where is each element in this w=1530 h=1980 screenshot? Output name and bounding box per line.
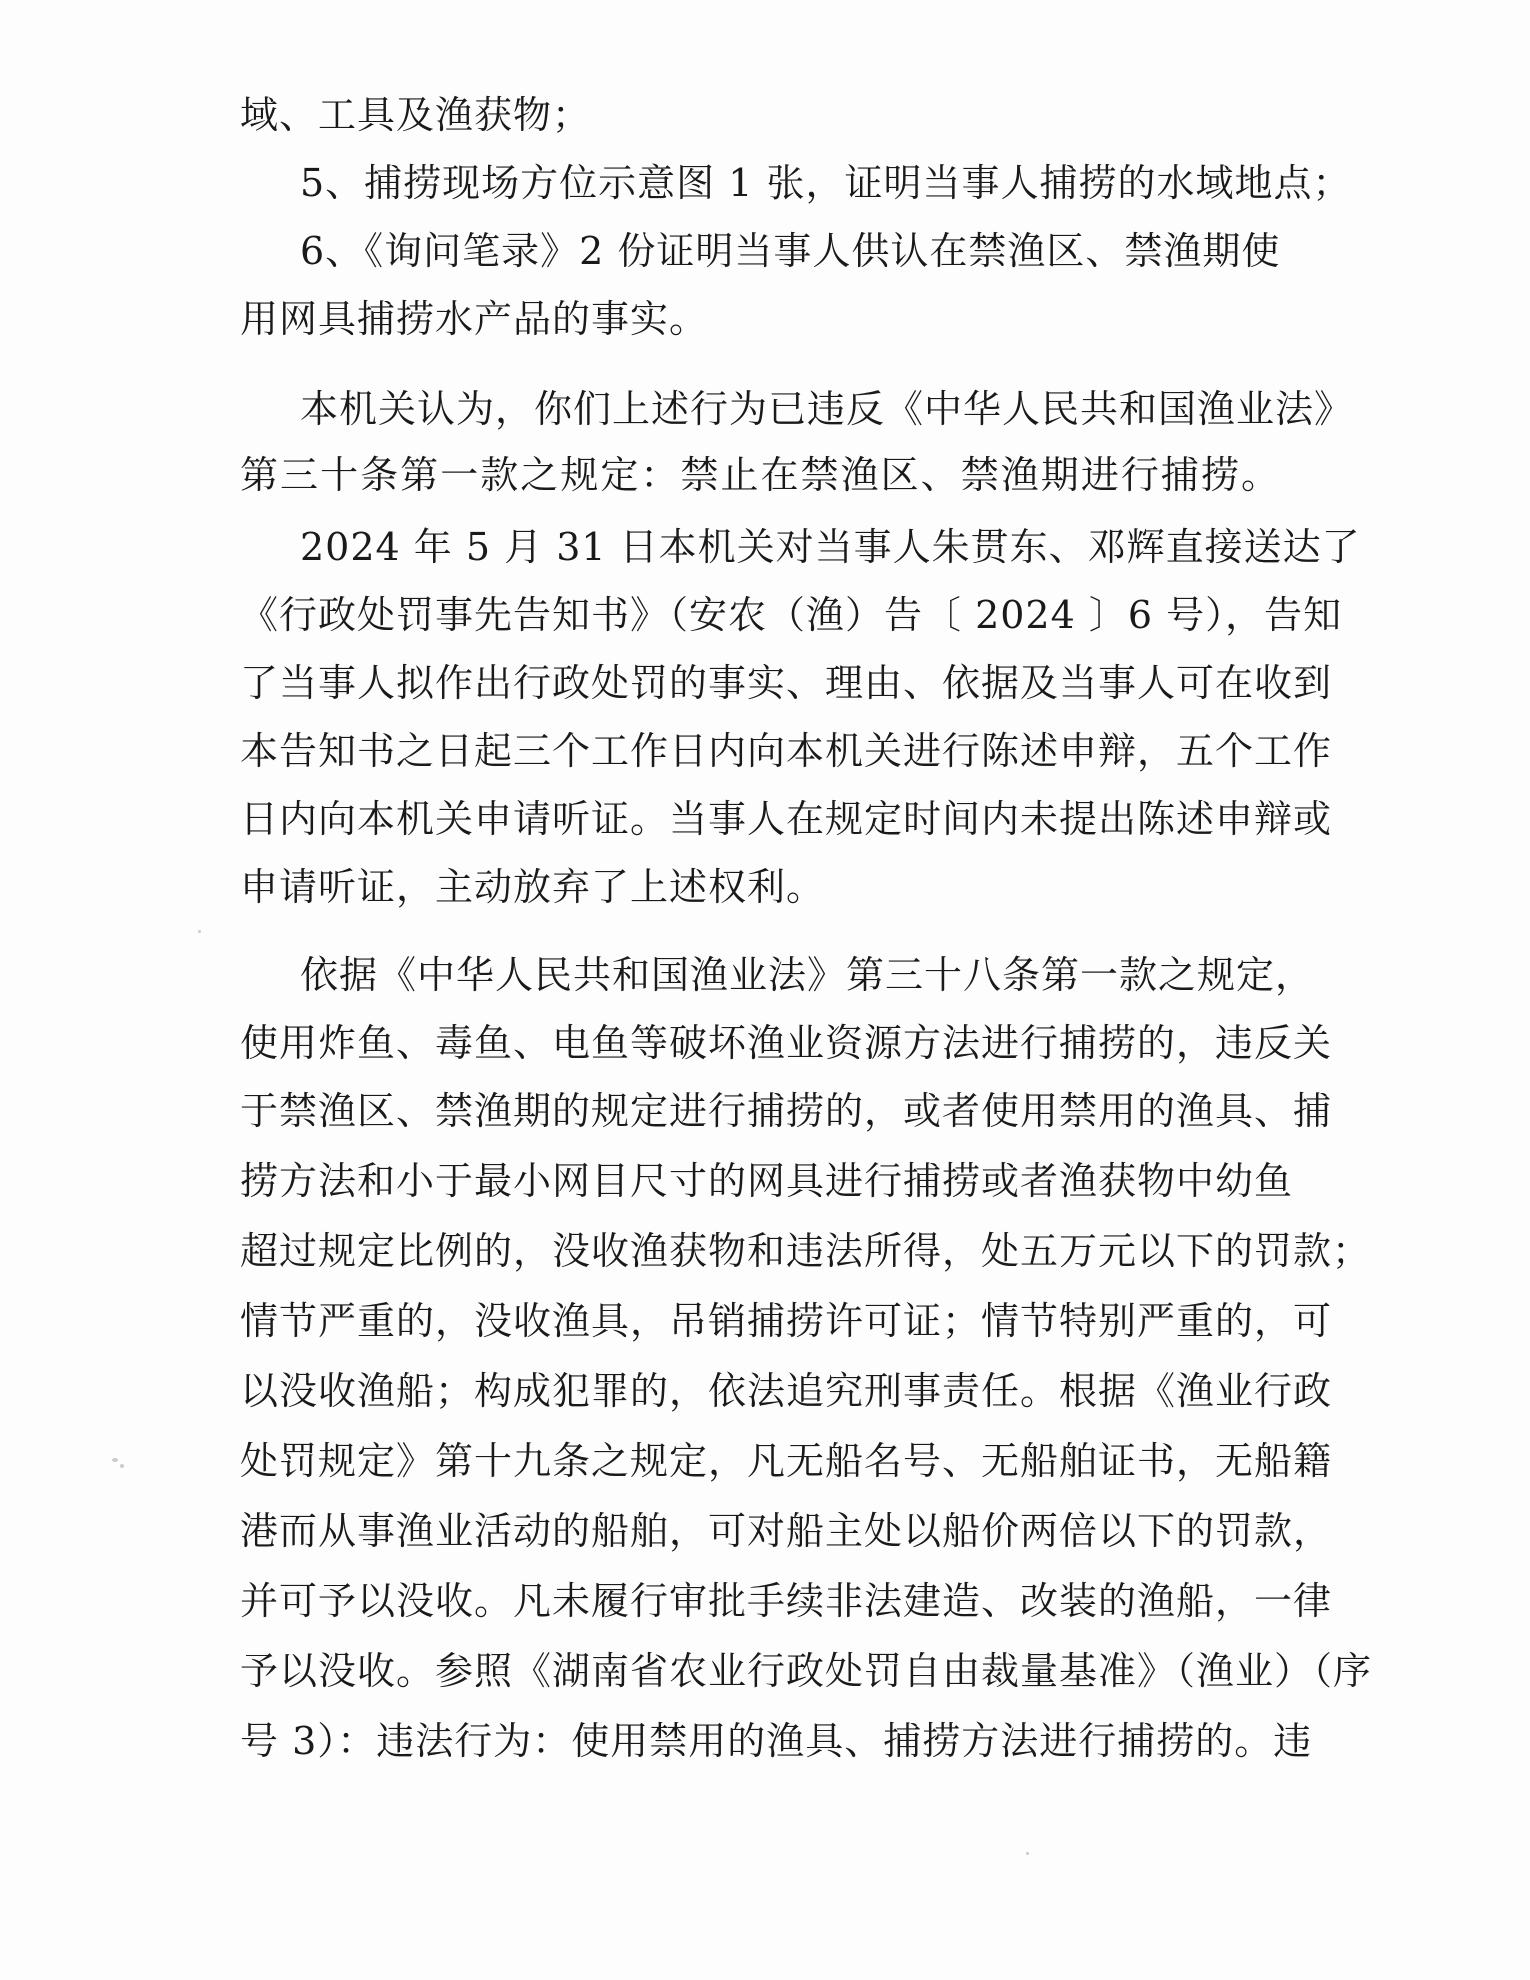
text-line-16: 捞方法和小于最小网目尺寸的网具进行捕捞或者渔获物中幼鱼	[240, 1159, 1294, 1203]
text-line-10: 本告知书之日起三个工作日内向本机关进行陈述申辩，五个工作	[240, 729, 1333, 773]
text-line-9: 了当事人拟作出行政处罚的事实、理由、依据及当事人可在收到	[240, 661, 1333, 705]
text-line-21: 港而从事渔业活动的船舶，可对船主处以船价两倍以下的罚款，	[240, 1509, 1333, 1553]
scan-speck	[1026, 1852, 1029, 1855]
text-line-15: 于禁渔区、禁渔期的规定进行捕捞的，或者使用禁用的渔具、捕	[240, 1089, 1333, 1133]
text-line-7: 2024 年 5 月 31 日本机关对当事人朱贯东、邓辉直接送达了	[300, 525, 1361, 569]
text-line-4: 用网具捕捞水产品的事实。	[240, 297, 709, 341]
text-line-23: 予以没收。参照《湖南省农业行政处罚自由裁量基准》（渔业）（序	[240, 1649, 1373, 1693]
text-line-5: 本机关认为，你们上述行为已违反《中华人民共和国渔业法》	[300, 387, 1354, 431]
text-line-1: 域、工具及渔获物；	[240, 93, 592, 137]
text-line-22: 并可予以没收。凡未履行审批手续非法建造、改装的渔船，一律	[240, 1579, 1333, 1623]
text-line-17: 超过规定比例的，没收渔获物和违法所得，处五万元以下的罚款；	[240, 1229, 1372, 1273]
text-line-11: 日内向本机关申请听证。当事人在规定时间内未提出陈述申辩或	[240, 797, 1333, 841]
text-line-19: 以没收渔船；构成犯罪的，依法追究刑事责任。根据《渔业行政	[240, 1369, 1333, 1413]
scan-speck	[198, 930, 201, 933]
text-line-18: 情节严重的，没收渔具，吊销捕捞许可证；情节特别严重的，可	[240, 1299, 1333, 1343]
text-line-2: 5、捕捞现场方位示意图 1 张，证明当事人捕捞的水域地点；	[300, 161, 1352, 205]
text-line-3: 6、《询问笔录》2 份证明当事人供认在禁渔区、禁渔期使	[300, 229, 1281, 273]
text-line-14: 使用炸鱼、毒鱼、电鱼等破坏渔业资源方法进行捕捞的，违反关	[240, 1021, 1333, 1065]
text-line-8: 《行政处罚事先告知书》（安农（渔）告〔 2024 〕6 号），告知	[240, 593, 1343, 637]
text-line-20: 处罚规定》第十九条之规定，凡无船名号、无船舶证书，无船籍	[240, 1439, 1333, 1483]
text-line-24: 号 3）：违法行为：使用禁用的渔具、捕捞方法进行捕捞的。违	[240, 1719, 1313, 1763]
text-line-12: 申请听证，主动放弃了上述权利。	[240, 865, 826, 909]
scan-speck	[112, 1458, 118, 1462]
scan-speck	[120, 1464, 124, 1468]
text-line-13: 依据《中华人民共和国渔业法》第三十八条第一款之规定，	[300, 953, 1315, 997]
text-line-6: 第三十条第一款之规定：禁止在禁渔区、禁渔期进行捕捞。	[240, 453, 1280, 497]
